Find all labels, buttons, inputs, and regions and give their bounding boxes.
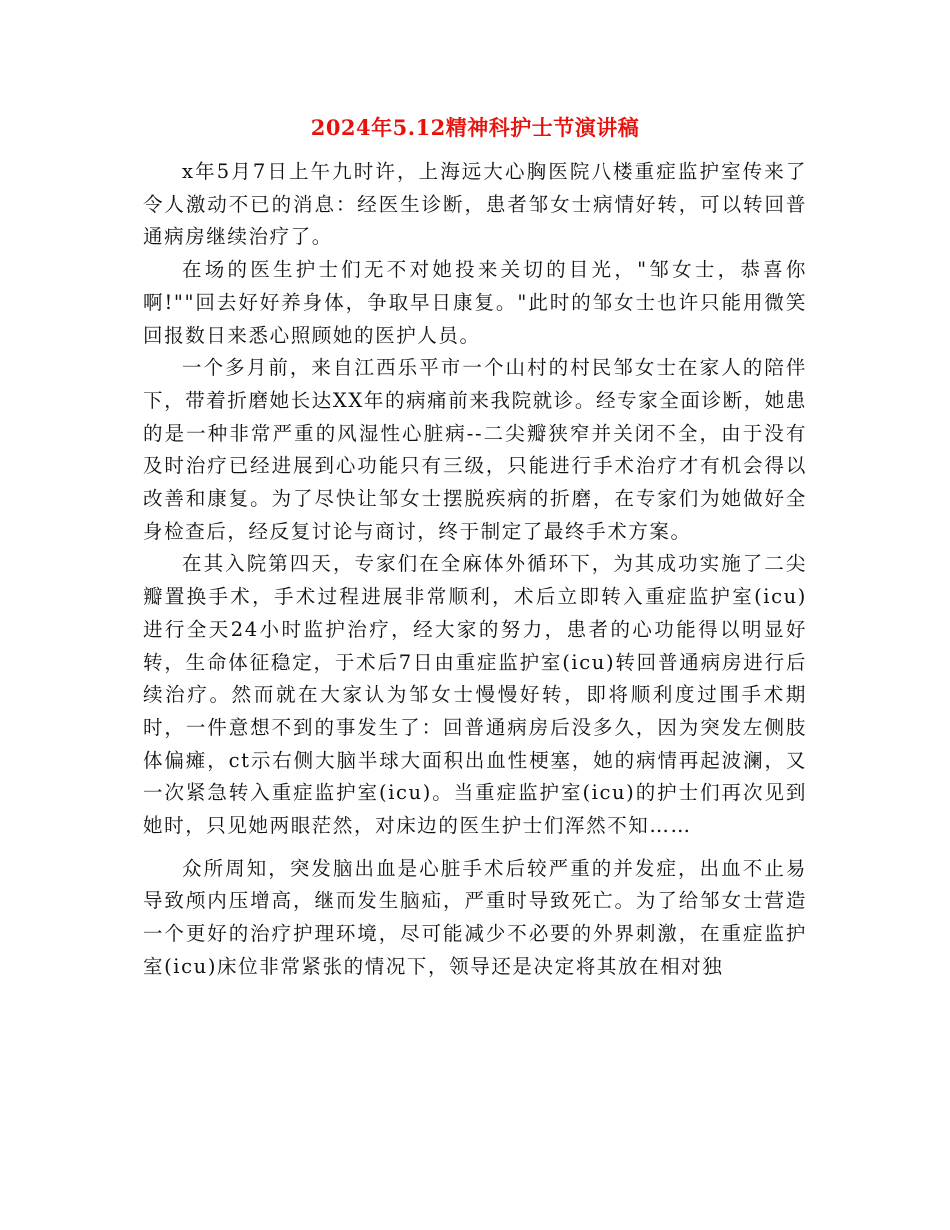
document-body xyxy=(143,156,807,984)
paragraph-1: x年5月7日上午九时许，上海远大心胸医院八楼重症监护室传来了令人激动不已的消息：经医生诊断，患者邹女士病情好转，可以转回普通病房继续治疗了。 xyxy=(143,160,807,249)
paragraph-3: 一个多月前，来自江西乐平市一个山村的村民邹女士在家人的陪伴下，带着折磨她长达XX年的病痛前来我院就诊。经专家全面诊断，她患的是一种非常严重的风湿性心脏病--二尖瓣狭窄并关闭不全，由于没有及时治疗已经进展到心功能只有三级，只能进行手术治疗才有机会得以改善和康复。为了尽快让邹女士摆脱疾病的折磨，在专家们为她做好全身检查后，经反复讨论与商讨，终于制定了最终手术方案。 xyxy=(143,356,807,543)
paragraph-4: 在其入院第四天，专家们在全麻体外循环下，为其成功实施了二尖瓣置换手术，手术过程进展非常顺利，术后立即转入重症监护室(icu)进行全天24小时监护治疗，经大家的努力，患者的心功能得以明显好转，生命体征稳定，于术后7日由重症监护室(icu)转回普通病房进行后续治疗。然而就在大家认为邹女士慢慢好转，即将顺利度过围手术期时，一件意想不到的事发生了：回普通病房后没多久，因为突发左侧肢体偏瘫，ct示右侧大脑半球大面积出血性梗塞，她的病情再起波澜，又一次紧急转入重症监护室(icu)。当重症监护室(icu)的护士们再次见到她时，只见她两眼茫然，对床边的医生护士们浑然不知…… xyxy=(143,552,807,838)
paragraph-5: 众所周知，突发脑出血是心脏手术后较严重的并发症，出血不止易导致颅内压增高，继而发生脑疝，严重时导致死亡。为了给邹女士营造一个更好的治疗护理环境，尽可能减少不必要的外界刺激，在重症监护室(icu)床位非常紧张的情况下，领导还是决定将其放在相对独 xyxy=(143,856,807,978)
paragraph-2: 在场的医生护士们无不对她投来关切的目光，"邹女士，恭喜你啊!""回去好好养身体，争取早日康复。"此时的邹女士也许只能用微笑回报数日来悉心照顾她的医护人员。 xyxy=(143,258,807,347)
document-title: 2024年5.12精神科护士节演讲稿 xyxy=(310,115,640,140)
